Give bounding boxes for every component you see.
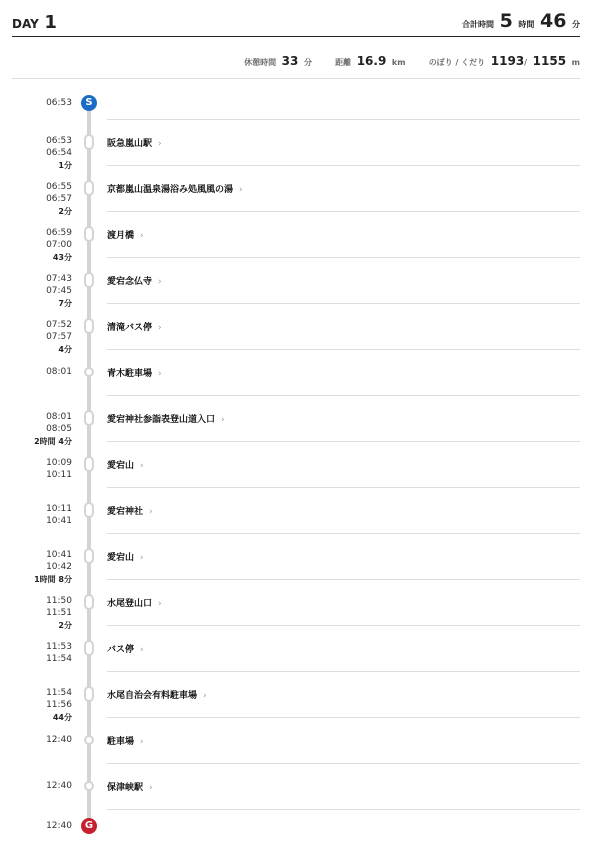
stop-link[interactable] xyxy=(107,320,162,333)
arrive-time: 11:53 xyxy=(46,642,72,652)
total-time-label: 合計時間 xyxy=(462,20,494,29)
chevron-right-icon: › xyxy=(239,185,243,195)
stop-node xyxy=(84,134,94,150)
arrive-time: 06:55 xyxy=(46,182,72,192)
stop-link[interactable] xyxy=(107,274,162,287)
stop-link[interactable] xyxy=(107,366,162,379)
stop-node xyxy=(84,640,94,656)
down-value: 1155 xyxy=(532,54,567,68)
stop-link[interactable] xyxy=(107,780,153,793)
chevron-right-icon: › xyxy=(158,323,162,333)
stop-node xyxy=(84,272,94,288)
depart-time: 10:42 xyxy=(46,562,72,572)
arrive-time: 10:11 xyxy=(46,504,72,514)
row-divider xyxy=(107,533,580,534)
depart-time: 07:45 xyxy=(46,286,72,296)
depart-time: 06:54 xyxy=(46,148,72,158)
distance-label: 距離 xyxy=(335,58,352,67)
up-value: 1193 xyxy=(490,54,525,68)
arrive-time: 11:50 xyxy=(46,596,72,606)
stop-node xyxy=(84,456,94,472)
row-divider xyxy=(107,763,580,764)
arrive-time: 12:40 xyxy=(46,735,72,745)
arrive-time: 11:54 xyxy=(46,688,72,698)
row-divider xyxy=(107,349,580,350)
depart-time: 07:00 xyxy=(46,240,72,250)
stop-name: 愛宕念仏寺 xyxy=(107,277,153,287)
stop-node xyxy=(84,781,94,791)
stop-node xyxy=(84,318,94,334)
chevron-right-icon: › xyxy=(203,691,207,701)
arrive-time: 06:53 xyxy=(46,136,72,146)
stop-node xyxy=(84,735,94,745)
stop-name: 青木駐車場 xyxy=(107,369,153,379)
chevron-right-icon: › xyxy=(140,553,144,563)
stop-name: 愛宕神社参詣表登山道入口 xyxy=(107,415,216,425)
stop-link[interactable] xyxy=(107,228,144,241)
arrive-time: 10:09 xyxy=(46,458,72,468)
arrive-time: 08:01 xyxy=(46,412,72,422)
stop-name: 愛宕山 xyxy=(107,553,135,563)
updown-label: のぼり / くだり xyxy=(428,58,486,67)
goal-time: 12:40 xyxy=(46,821,72,831)
stop-link[interactable] xyxy=(107,734,144,747)
row-divider xyxy=(107,625,580,626)
depart-time: 06:57 xyxy=(46,194,72,204)
chevron-right-icon: › xyxy=(149,783,153,793)
stop-name: 水尾自治会有料駐車場 xyxy=(107,691,198,701)
depart-time: 10:41 xyxy=(46,516,72,526)
depart-time: 11:51 xyxy=(46,608,72,618)
arrive-time: 12:40 xyxy=(46,781,72,791)
arrive-time: 07:52 xyxy=(46,320,72,330)
arrive-time: 08:01 xyxy=(46,367,72,377)
stop-link[interactable] xyxy=(107,550,144,563)
row-divider xyxy=(107,165,580,166)
rest-unit: 分 xyxy=(303,58,312,67)
leg-duration: 1時間 8分 xyxy=(34,575,72,584)
row-divider xyxy=(107,441,580,442)
rest-label: 休憩時間 xyxy=(244,58,277,67)
row-divider xyxy=(107,257,580,258)
stop-node xyxy=(84,686,94,702)
stop-link[interactable] xyxy=(107,182,243,195)
stop-node xyxy=(84,548,94,564)
leg-duration: 44分 xyxy=(52,713,72,722)
depart-time: 08:05 xyxy=(46,424,72,434)
stop-link[interactable] xyxy=(107,596,162,609)
stop-name: 清滝バス停 xyxy=(107,323,153,333)
chevron-right-icon: › xyxy=(221,415,225,425)
stop-node xyxy=(84,180,94,196)
updown-separator: / xyxy=(524,58,528,67)
stop-name: 保津峡駅 xyxy=(107,783,144,793)
total-minutes: 46 xyxy=(539,10,567,32)
chevron-right-icon: › xyxy=(140,231,144,241)
stop-name: 愛宕神社 xyxy=(107,507,144,517)
row-divider xyxy=(107,809,580,810)
stop-node xyxy=(84,367,94,377)
stop-link[interactable] xyxy=(107,642,144,655)
minutes-unit: 分 xyxy=(572,20,580,29)
chevron-right-icon: › xyxy=(149,507,153,517)
updown-unit: m xyxy=(571,58,580,67)
stop-name: バス停 xyxy=(107,645,135,655)
depart-time: 10:11 xyxy=(46,470,72,480)
row-divider xyxy=(107,487,580,488)
day-label: DAY xyxy=(12,17,39,31)
depart-time: 11:56 xyxy=(46,700,72,710)
row-divider xyxy=(107,579,580,580)
stop-node xyxy=(84,594,94,610)
row-divider xyxy=(107,303,580,304)
stop-name: 京都嵐山温泉湯浴み処風風の湯 xyxy=(107,185,234,195)
start-badge: S xyxy=(81,95,97,111)
stop-link[interactable] xyxy=(107,688,207,701)
row-divider xyxy=(107,395,580,396)
total-hours: 5 xyxy=(499,10,513,32)
chevron-right-icon: › xyxy=(140,737,144,747)
leg-duration: 43分 xyxy=(52,253,72,262)
leg-duration: 2分 xyxy=(58,621,72,630)
leg-duration: 2分 xyxy=(58,207,72,216)
goal-badge: G xyxy=(81,818,97,834)
distance-unit: km xyxy=(391,58,406,67)
start-time: 06:53 xyxy=(46,98,72,108)
chevron-right-icon: › xyxy=(158,139,162,149)
row-divider xyxy=(107,717,580,718)
stop-link[interactable] xyxy=(107,136,162,149)
arrive-time: 06:59 xyxy=(46,228,72,238)
rest-value: 33 xyxy=(281,54,299,68)
depart-time: 11:54 xyxy=(46,654,72,664)
chevron-right-icon: › xyxy=(158,599,162,609)
chevron-right-icon: › xyxy=(158,277,162,287)
stop-link[interactable] xyxy=(107,412,225,425)
stop-name: 水尾登山口 xyxy=(107,599,153,609)
row-divider xyxy=(107,671,580,672)
day-number: 1 xyxy=(44,12,57,33)
leg-duration: 4分 xyxy=(58,345,72,354)
stop-node xyxy=(84,410,94,426)
arrive-time: 10:41 xyxy=(46,550,72,560)
leg-duration: 7分 xyxy=(58,299,72,308)
stop-link[interactable] xyxy=(107,458,144,471)
leg-duration: 1分 xyxy=(58,161,72,170)
arrive-time: 07:43 xyxy=(46,274,72,284)
chevron-right-icon: › xyxy=(158,369,162,379)
stop-link[interactable] xyxy=(107,504,153,517)
stop-name: 駐車場 xyxy=(107,737,135,747)
hours-unit: 時間 xyxy=(518,20,535,29)
row-divider xyxy=(107,211,580,212)
distance-value: 16.9 xyxy=(356,54,387,68)
stop-node xyxy=(84,226,94,242)
chevron-right-icon: › xyxy=(140,645,144,655)
chevron-right-icon: › xyxy=(140,461,144,471)
stop-name: 愛宕山 xyxy=(107,461,135,471)
leg-duration: 2時間 4分 xyxy=(34,437,72,446)
row-divider xyxy=(107,119,580,120)
stop-name: 阪急嵐山駅 xyxy=(107,139,153,149)
stop-node xyxy=(84,502,94,518)
depart-time: 07:57 xyxy=(46,332,72,342)
stop-name: 渡月橋 xyxy=(107,231,135,241)
